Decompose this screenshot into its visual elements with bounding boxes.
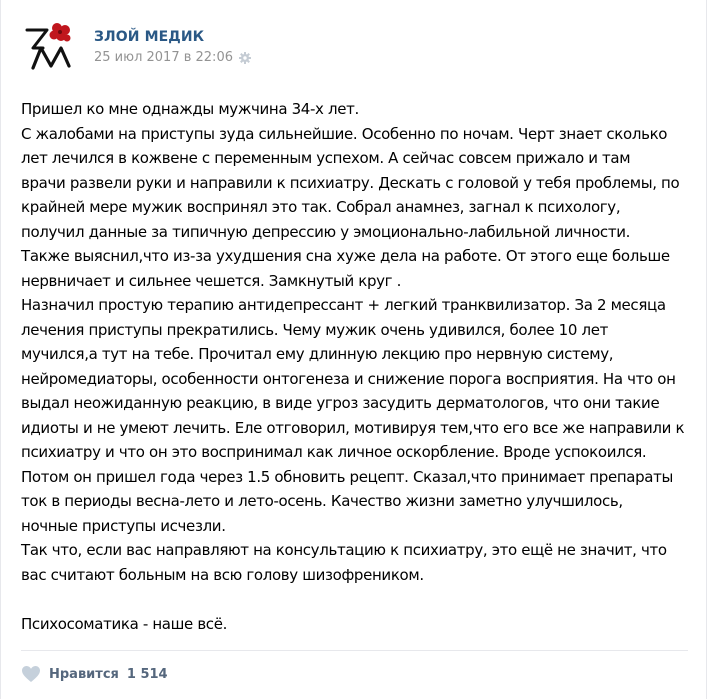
post-header [21,18,251,74]
blank-line [21,587,691,612]
post-line: получил данные за типичную депрессию у эмоционально-лабильной личности. [21,222,631,241]
post-line: врачи развели руки и направили к психиатру. Дескать с головой у тебя проблемы, по [21,173,680,192]
post-line: С жалобами на приступы зуда сильнейшие. Особенно по ночам. Черт знает сколько [21,124,668,143]
post-line: Так что, если вас направляют на консультацию к психиатру, это ещё не значит, что [21,541,667,559]
logo-zm-icon [21,18,77,74]
post-line: лет лечился в кожвене с переменным успехом. А сейчас совсем прижало и там [21,149,631,167]
author-name[interactable]: ЗЛОЙ МЕДИК [94,29,205,45]
post-text [21,97,691,636]
post-line: выдал неожиданную реакцию, в виде угроз засудить дерматологов, что они такие [21,394,660,412]
post-line: ночные приступы исчезли. [21,516,226,535]
post-line: лечения приступы прекратились. Чему мужик очень удивился, более 10 лет [21,320,608,339]
divider [21,650,688,651]
like-label: Нравится [49,666,119,682]
post-meta [94,18,251,66]
gear-icon[interactable] [239,52,251,64]
post-date[interactable]: 25 июл 2017 в 22:06 [94,50,233,65]
post-line: Также выяснил,что из-за ухудшения сна хуже дела на работе. От этого еще больше [21,247,670,265]
date-row [94,50,251,66]
like-button[interactable] [21,664,168,684]
post-line: мучился,а тут на тебе. Прочитал ему длинную лекцию про нервную систему, [21,345,614,363]
post-line: ток в периоды весна-лето и лето-осень. Качество жизни заметно улучшилось, [21,492,623,510]
heart-icon [21,665,41,683]
post-line: Потом он пришел года через 1.5 обновить рецепт. Сказал,что принимает препараты [21,467,674,486]
post-line: нейромедиаторы, особенности онтогенеза и снижение порога восприятия. На что он [21,369,676,388]
post-line: крайней мере мужик воспринял это так. Собрал анамнез, загнал к психологу, [21,198,621,216]
post-line: вас считают больным на всю голову шизофреником. [21,565,424,584]
post-line: нервничает и сильнее чешется. Замкнутый круг . [21,271,402,290]
post-line: Пришел ко мне однажды мужчина 34-х лет. [21,100,359,118]
post-line: психиатру и что он это воспринимал как личное оскорбление. Вроде успокоился. [21,443,647,461]
post-closing: Психосоматика - наше всё. [21,614,228,633]
like-count: 1 514 [126,666,168,682]
post-line: идиоты и не умеют лечить. Еле отговорил, мотивируя тем,что его все же направили к [21,418,685,437]
post-line: Назначил простую терапию антидепрессант + легкий транквилизатор. За 2 месяца [21,296,666,314]
avatar[interactable] [21,18,77,74]
